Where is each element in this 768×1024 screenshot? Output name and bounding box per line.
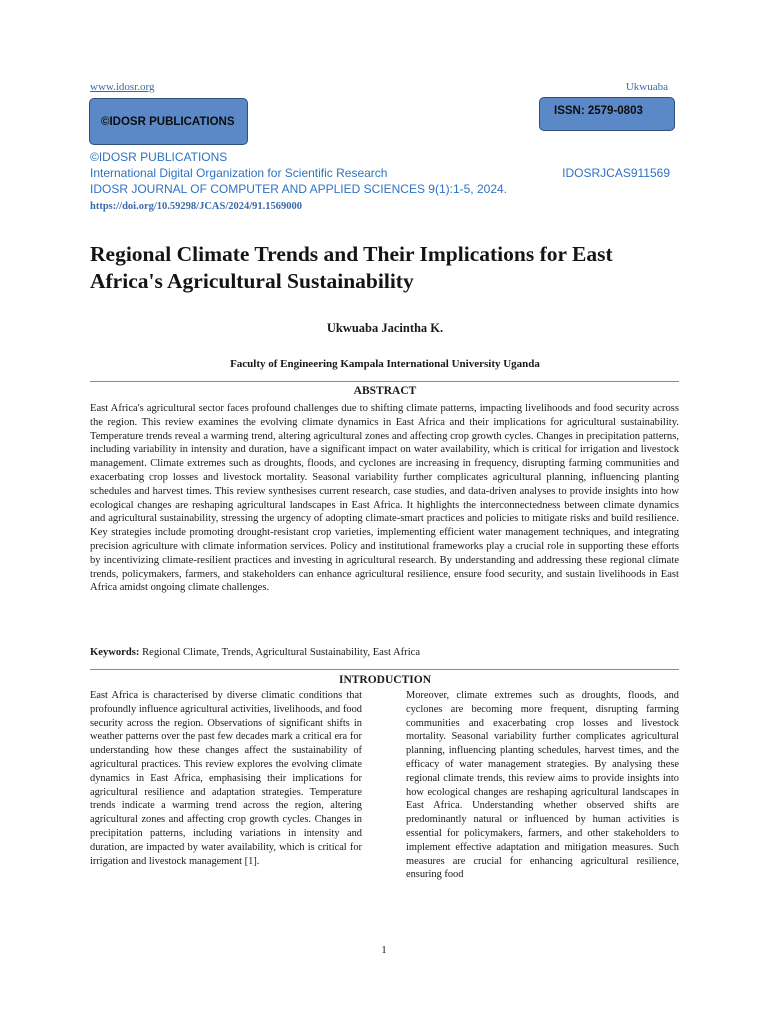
intro-column-1: East Africa is characterised by diverse climatic conditions that profoundly influence agricultural activities, livelihoods, and food security across the region. Observations of significant shifts in weather patterns over the past few decades mark a critical era for understanding how these changes affect the sustainability of agricultural practices. This review explores the evolving climate dynamics in East Africa, emphasising their implications for agricultural resilience and adaptation strategies. Temperature trends indicate a warming trend across the region, altering agricultural zones and affecting crop growth cycles. Changes in precipitation patterns, including variations in intensity and duration, are impacted by water availability, which is critical for irrigation and livestock management [1].	[90, 690, 362, 867]
affiliation: Faculty of Engineering Kampala International University Uganda	[230, 358, 540, 370]
divider	[90, 381, 679, 382]
keywords-value: Regional Climate, Trends, Agricultural Sustainability, East Africa	[142, 647, 421, 658]
abstract-text: East Africa's agricultural sector faces profound challenges due to shifting climate patterns, impacting livelihoods and food security across the region. This review examines the evolving climate dynamics in East Africa and their implications for agricultural sustainability. Temperature trends reveal a warming trend, altering agricultural zones and affecting crop growth cycles. Changes in precipitation patterns, including variability in intensity and duration, have a significant impact on water availability, which is critical for irrigation and livestock management. Climate extremes such as droughts, floods, and cyclones are increasing in frequency, disrupting farming communities and exacerbating crop losses and livestock mortality. Seasonal variability further complicates agricultural planning, influencing planting schedules and harvest times. This review synthesises current research, case studies, and data-driven analyses to provide insights into how ecological changes are reshaping agricultural landscapes in East Africa. It highlights the interconnectedness between climate dynamics and agricultural sustainability, stressing the urgency of adopting climate-smart practices and policies to mitigate risks and build resilience. Key strategies include promoting drought-resistant crop varieties, implementing efficient water management techniques, and integrating precision agriculture with climate information services. Policy and institutional frameworks play a crucial role in supporting these efforts by incentivizing climate-resilient practices and investing in agricultural research. By understanding and addressing these regional climate trends, policymakers, farmers, and stakeholders can enhance agricultural resilience, ensure food security, and sustain livelihoods in East Africa amidst ongoing climate challenges.	[90, 403, 679, 594]
article-title: Regional Climate Trends and Their Implications for East Africa's Agricultural Sustainability	[90, 242, 613, 293]
running-author: Ukwuaba	[625, 81, 668, 93]
organization-line: International Digital Organization for Scientific Research	[90, 166, 388, 180]
issn-badge-label: ISSN: 2579-0803	[554, 105, 643, 117]
introduction-heading: INTRODUCTION	[338, 674, 431, 686]
publisher-line: ©IDOSR PUBLICATIONS	[90, 150, 228, 164]
page-number: 1	[381, 944, 387, 956]
journal-line: IDOSR JOURNAL OF COMPUTER AND APPLIED SCIENCES 9(1):1-5, 2024.	[90, 182, 507, 196]
publisher-badge-label: ©IDOSR PUBLICATIONS	[101, 115, 235, 128]
publisher-badge	[89, 98, 248, 145]
issn-badge	[539, 97, 675, 131]
article-code: IDOSRJCAS911569	[562, 166, 670, 180]
website-link[interactable]: www.idosr.org	[90, 81, 155, 93]
keywords-label: Keywords:	[90, 647, 140, 658]
keywords	[90, 646, 680, 660]
abstract-heading: ABSTRACT	[353, 385, 417, 397]
divider	[90, 669, 679, 670]
doi-link[interactable]: https://doi.org/10.59298/JCAS/2024/91.1569000	[90, 201, 303, 212]
intro-column-2: Moreover, climate extremes such as droughts, floods, and cyclones are becoming more frequent, disrupting farming communities and exacerbating crop losses and livestock mortality. Seasonal variability further complicates agricultural planning, influencing planting schedules, harvest times, and the efficacy of water management strategies. By analysing these regional climate trends, this review aims to provide insights into how ecological changes are reshaping agricultural landscapes in East Africa. Understanding whether observed shifts are predominantly natural or influenced by human activities is essential for policymakers, farmers, and other stakeholders to implement effective adaptation and mitigation measures. Such measures are crucial for enhancing agricultural resilience, ensuring food	[406, 690, 679, 881]
publication-info	[90, 149, 680, 197]
author-name: Ukwuaba Jacintha K.	[326, 321, 444, 335]
